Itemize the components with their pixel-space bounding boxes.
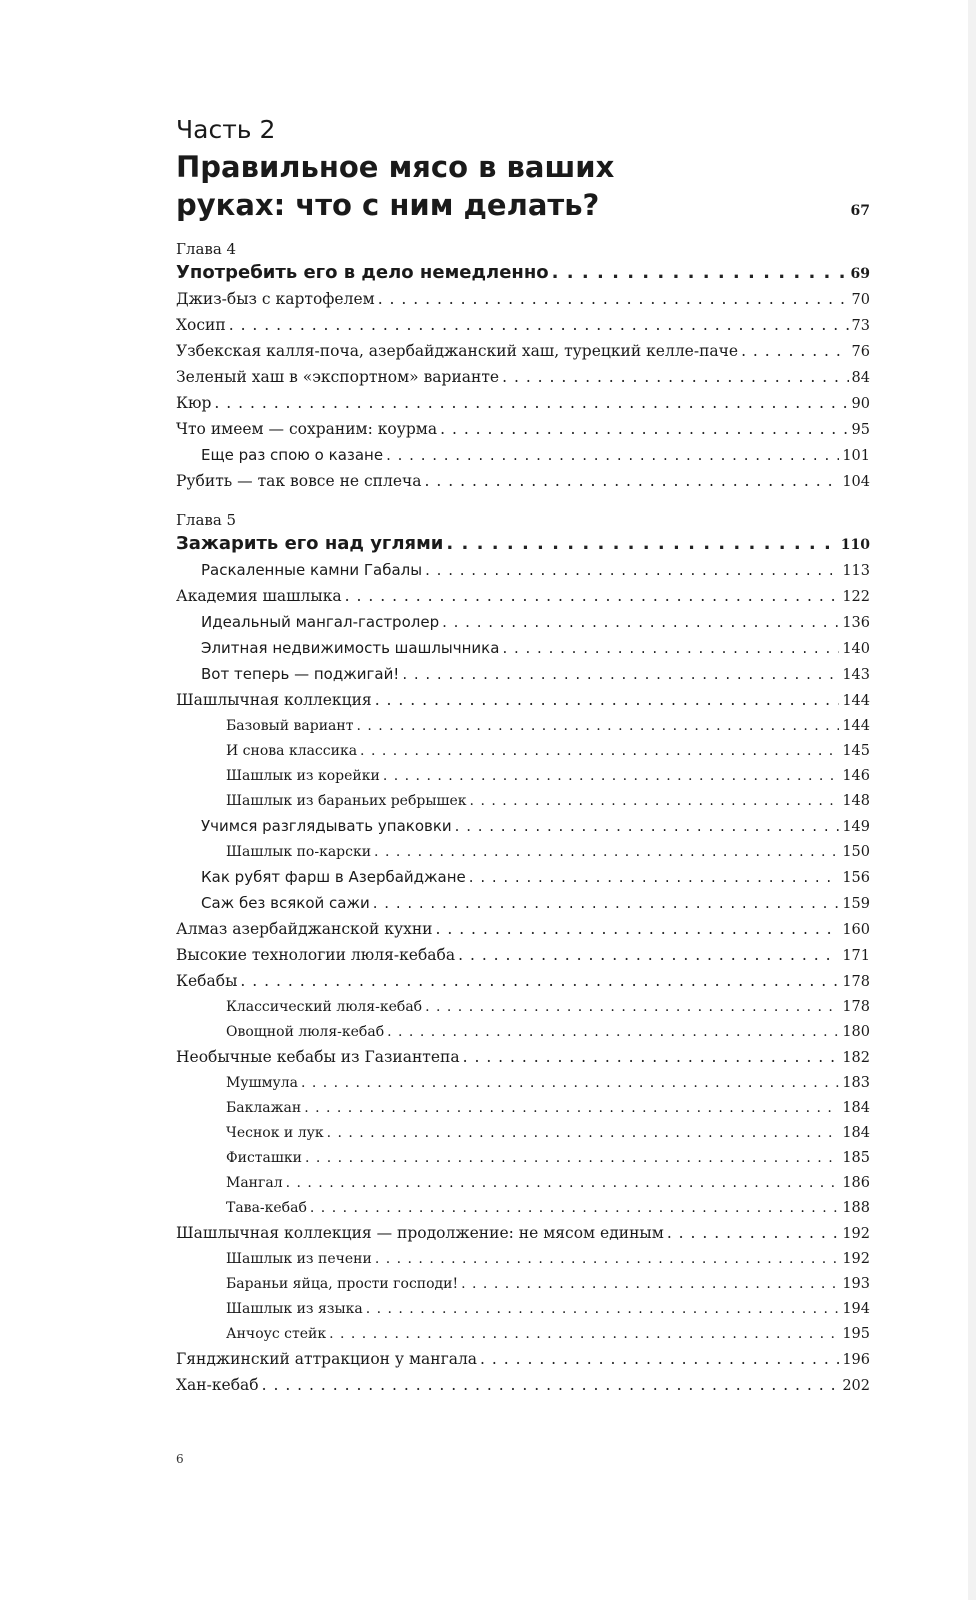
toc-entry-title: Кюр [176, 394, 212, 412]
dot-leader [446, 531, 837, 557]
toc-entry[interactable] [176, 789, 870, 814]
dot-leader [387, 1020, 839, 1045]
toc-entry-page: 194 [842, 1301, 870, 1317]
part-title-row [176, 186, 870, 224]
chapter-page: 110 [840, 537, 870, 553]
toc-entry-title: Мангал [226, 1175, 283, 1191]
dot-leader [375, 688, 840, 713]
toc-entry[interactable] [176, 1196, 870, 1221]
toc-entry[interactable] [176, 584, 870, 610]
toc-entry-title: Еще раз спою о казане [201, 446, 384, 464]
toc-entry-title: Необычные кебабы из Газиантепа [176, 1048, 460, 1066]
toc-entry[interactable] [176, 443, 870, 469]
toc-entry[interactable] [176, 739, 870, 764]
toc-entry-page: 183 [842, 1075, 870, 1091]
toc-entry[interactable] [176, 1247, 870, 1272]
toc-entry-title: И снова классика [226, 743, 358, 759]
dot-leader [458, 943, 839, 968]
toc-entry-page: 113 [842, 563, 870, 579]
part-page: 67 [850, 203, 870, 219]
toc-entry[interactable] [176, 1272, 870, 1297]
toc-entry-page: 171 [842, 948, 870, 964]
dot-leader [345, 584, 840, 609]
page-edge [968, 0, 976, 1600]
toc-entry[interactable] [176, 688, 870, 714]
toc-entry-page: 202 [842, 1378, 870, 1394]
toc-entry-title: Академия шашлыка [176, 587, 342, 605]
toc-entry-title: Овощной люля-кебаб [226, 1024, 385, 1040]
toc-entry[interactable] [176, 1071, 870, 1096]
toc-entry[interactable] [176, 365, 870, 391]
toc-entry-title: Хосип [176, 316, 226, 334]
toc-entry-page: 70 [851, 292, 870, 308]
toc-entry-title: Шашлык из языка [226, 1301, 363, 1317]
toc-entry-title: Рубить — так вовсе не сплеча [176, 472, 422, 490]
toc-entry[interactable] [176, 1020, 870, 1045]
toc-entry-page: 95 [851, 422, 870, 438]
toc-entry[interactable] [176, 313, 870, 339]
part-title-line2: руках: что с ним делать? [176, 188, 600, 222]
toc-entry-page: 180 [842, 1024, 870, 1040]
toc-entry-page: 90 [851, 396, 870, 412]
toc-entry-page: 73 [851, 318, 870, 334]
dot-leader [286, 1171, 840, 1196]
toc-entry-page: 156 [842, 870, 870, 886]
toc-entry[interactable] [176, 610, 870, 636]
toc-entry[interactable] [176, 865, 870, 891]
part-title-line1: Правильное мясо в ваших [176, 150, 615, 184]
dot-leader [436, 917, 840, 942]
toc-entry-page: 185 [842, 1150, 870, 1166]
toc-entry[interactable] [176, 764, 870, 789]
toc-entry-page: 160 [842, 922, 870, 938]
dot-leader [425, 558, 839, 583]
toc-entry[interactable] [176, 417, 870, 443]
toc-entry-title: Элитная недвижимость шашлычника [201, 639, 500, 657]
toc-entry[interactable] [176, 917, 870, 943]
toc-entry-title: Классический люля-кебаб [226, 999, 423, 1015]
dot-leader [480, 1347, 839, 1372]
toc-entry-page: 140 [842, 641, 870, 657]
dot-leader [373, 891, 840, 916]
dot-leader [461, 1272, 839, 1297]
toc-entry-page: 193 [842, 1276, 870, 1292]
dot-leader [425, 995, 839, 1020]
chapter-title: Зажарить его над углями [176, 533, 444, 554]
toc-entry-title: Баклажан [226, 1100, 302, 1116]
toc-entry[interactable] [176, 969, 870, 995]
toc-entry-page: 143 [842, 667, 870, 683]
dot-leader [366, 1297, 840, 1322]
toc-entry-page: 178 [842, 999, 870, 1015]
chapter-title: Употребить его в дело немедленно [176, 262, 549, 283]
toc-entry-title: Базовый вариант [226, 718, 354, 734]
dot-leader [262, 1373, 840, 1398]
dot-leader [455, 814, 840, 839]
dot-leader [378, 287, 849, 312]
toc-entry-title: Учимся разглядывать упаковки [201, 817, 452, 835]
toc-entry-title: Узбекская калля-поча, азербайджанский хаш, турецкий келле-паче [176, 342, 739, 360]
dot-leader [425, 469, 840, 494]
toc-entry[interactable] [176, 814, 870, 840]
toc-entry[interactable] [176, 636, 870, 662]
chapter-label: Глава 5 [176, 511, 237, 529]
toc-entry-page: 195 [842, 1326, 870, 1342]
toc-entry-page: 104 [842, 474, 870, 490]
toc-entry-page: 145 [842, 743, 870, 759]
toc-entry-title: Что имеем — сохраним: коурма [176, 420, 438, 438]
dot-leader [305, 1146, 839, 1171]
dot-leader [304, 1096, 839, 1121]
dot-leader [229, 313, 849, 338]
toc-entry-page: 192 [842, 1251, 870, 1267]
dot-leader [502, 365, 848, 390]
toc-entry-title: Хан-кебаб [176, 1376, 259, 1394]
toc-entry-page: 182 [842, 1050, 870, 1066]
dot-leader [301, 1071, 839, 1096]
toc-entry-page: 186 [842, 1175, 870, 1191]
toc-entry-title: Вот теперь — поджигай! [201, 665, 400, 683]
toc-entry-page: 136 [842, 615, 870, 631]
toc-entry[interactable] [176, 1096, 870, 1121]
toc-entry-page: 188 [842, 1200, 870, 1216]
dot-leader [386, 443, 839, 468]
toc-entry-title: Шашлык из бараньих ребрышек [226, 793, 467, 809]
toc-entry-title: Шашлычная коллекция — продолжение: не мясом единым [176, 1224, 664, 1242]
toc-entry-page: 184 [842, 1125, 870, 1141]
chapter-title-row[interactable] [176, 531, 870, 558]
toc-entry-page: 150 [842, 844, 870, 860]
toc-entry-title: Саж без всякой сажи [201, 894, 370, 912]
toc-entry[interactable] [176, 558, 870, 584]
dot-leader [375, 1247, 840, 1272]
toc-entry-page: 76 [851, 344, 870, 360]
toc-entry-page: 101 [842, 448, 870, 464]
toc-entry[interactable] [176, 1171, 870, 1196]
toc-entry-title: Бараньи яйца, прости господи! [226, 1276, 459, 1292]
toc-entry[interactable] [176, 714, 870, 739]
dot-leader [214, 391, 848, 416]
dot-leader [442, 610, 839, 635]
toc-entry-title: Идеальный мангал-гастролер [201, 613, 440, 631]
toc-entry-title: Гянджинский аттракцион у мангала [176, 1350, 478, 1368]
toc-entry-title: Тава-кебаб [226, 1200, 307, 1216]
toc-entry[interactable] [176, 943, 870, 969]
toc-entry[interactable] [176, 995, 870, 1020]
toc-entry[interactable] [176, 1347, 870, 1373]
toc-entry-page: 159 [842, 896, 870, 912]
toc-entry[interactable] [176, 1045, 870, 1071]
dot-leader [440, 417, 848, 442]
toc-entry[interactable] [176, 339, 870, 365]
toc-entry[interactable] [176, 1121, 870, 1146]
toc-entry-page: 178 [842, 974, 870, 990]
toc-entry[interactable] [176, 1146, 870, 1171]
toc-entry-title: Шашлычная коллекция [176, 691, 372, 709]
dot-leader [502, 636, 839, 661]
toc-entry-title: Джиз-быз с картофелем [176, 290, 375, 308]
toc-entry-page: 122 [842, 589, 870, 605]
toc-entry-page: 184 [842, 1100, 870, 1116]
toc-entry-title: Алмаз азербайджанской кухни [176, 920, 433, 938]
dot-leader [552, 260, 848, 286]
dot-leader [469, 865, 840, 890]
dot-leader [470, 789, 840, 814]
toc-entry-page: 146 [842, 768, 870, 784]
dot-leader [374, 840, 839, 865]
chapter-page: 69 [850, 266, 870, 282]
toc-entry-title: Кебабы [176, 972, 238, 990]
toc-entry-page: 192 [842, 1226, 870, 1242]
toc-entry[interactable] [176, 469, 870, 495]
toc-entry-title: Шашлык из печени [226, 1251, 372, 1267]
toc-entry-title: Фисташки [226, 1150, 302, 1166]
toc-entry-title: Анчоус стейк [226, 1326, 327, 1342]
toc-entry-title: Шашлык по-карски [226, 844, 372, 860]
chapter-label: Глава 4 [176, 240, 237, 258]
toc-entry-title: Раскаленные камни Габалы [201, 561, 423, 579]
chapter-list [176, 238, 870, 1399]
toc-entry[interactable] [176, 662, 870, 688]
dot-leader [240, 969, 839, 994]
dot-leader [360, 739, 839, 764]
table-of-contents [176, 112, 870, 1399]
toc-entry[interactable] [176, 891, 870, 917]
chapter-title-row[interactable] [176, 260, 870, 287]
part-label: Часть 2 [176, 115, 276, 144]
page-number: 6 [176, 1452, 184, 1466]
dot-leader [463, 1045, 840, 1070]
toc-entry-page: 148 [842, 793, 870, 809]
toc-entry-title: Мушмула [226, 1075, 298, 1091]
toc-entry-title: Зеленый хаш в «экспортном» варианте [176, 368, 500, 386]
toc-entry[interactable] [176, 287, 870, 313]
dot-leader [310, 1196, 839, 1221]
dot-leader [741, 339, 848, 364]
toc-entry[interactable] [176, 1373, 870, 1399]
toc-entry-page: 149 [842, 819, 870, 835]
toc-entry-page: 84 [851, 370, 870, 386]
toc-entry[interactable] [176, 840, 870, 865]
toc-entry-page: 144 [842, 693, 870, 709]
toc-entry[interactable] [176, 391, 870, 417]
toc-entry-page: 144 [842, 718, 870, 734]
dot-leader [356, 714, 839, 739]
dot-leader [402, 662, 839, 687]
toc-entry-title: Высокие технологии люля-кебаба [176, 946, 456, 964]
toc-entry[interactable] [176, 1322, 870, 1347]
toc-entry-title: Шашлык из корейки [226, 768, 380, 784]
toc-entry[interactable] [176, 1297, 870, 1322]
toc-entry[interactable] [176, 1221, 870, 1247]
toc-entry-title: Как рубят фарш в Азербайджане [201, 868, 466, 886]
dot-leader [383, 764, 839, 789]
dot-leader [329, 1322, 839, 1347]
dot-leader [667, 1221, 840, 1246]
toc-entry-page: 196 [842, 1352, 870, 1368]
toc-entry-title: Чеснок и лук [226, 1125, 324, 1141]
dot-leader [327, 1121, 840, 1146]
